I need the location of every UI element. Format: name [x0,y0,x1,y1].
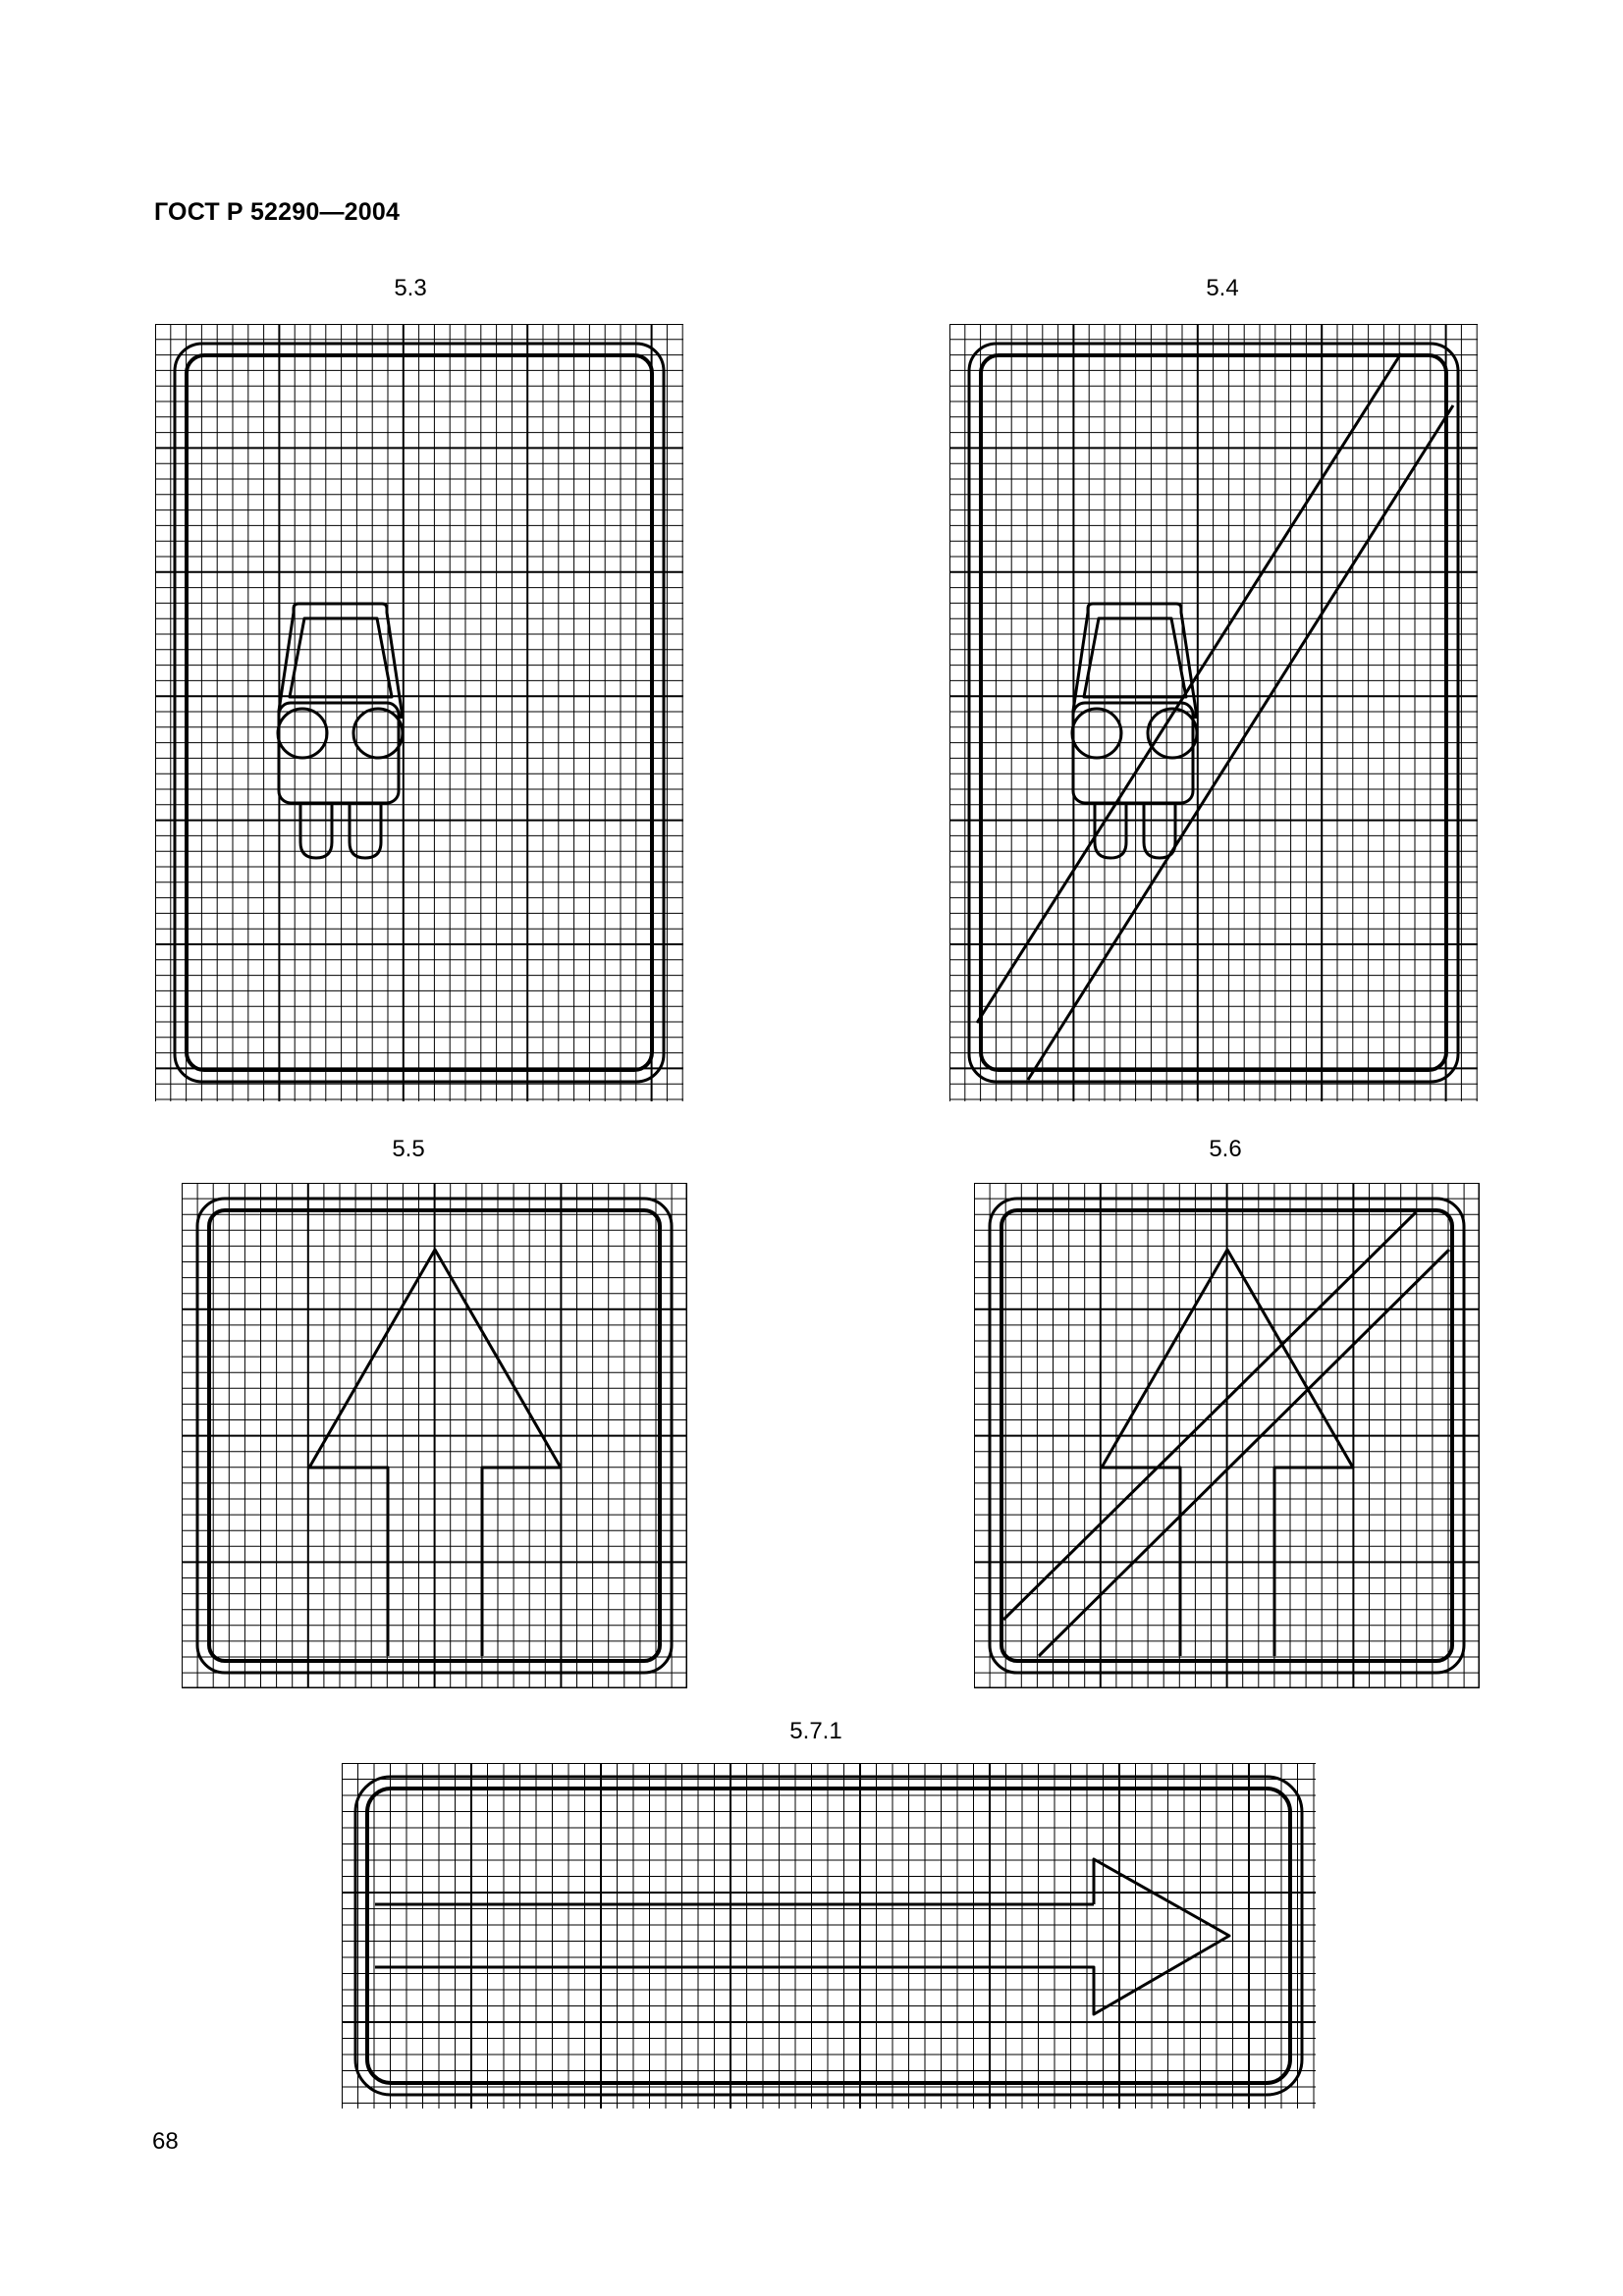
construction-grid [949,324,1478,1101]
document-header: ГОСТ Р 52290—2004 [154,198,401,226]
construction-grid [342,1763,1316,2109]
sign-label-5-7-1: 5.7.1 [789,1718,842,1744]
sign-5-4-end-of-one-way-road-diagram [949,324,1478,1101]
construction-grid [182,1183,687,1688]
sign-label-5-6: 5.6 [1209,1136,1242,1162]
sign-label-5-4: 5.4 [1206,275,1239,301]
sign-5-3-one-way-road-diagram [155,324,683,1101]
sign-5-5-one-way-start-diagram [182,1183,687,1688]
sign-5-6-one-way-end-diagram [974,1183,1480,1688]
page-number: 68 [152,2128,179,2155]
sign-label-5-5: 5.5 [392,1136,425,1162]
diagonal-cancel-stripe [977,353,1453,1080]
sign-5-7-1-exit-to-one-way-road-diagram [342,1763,1316,2109]
construction-grid [974,1183,1480,1688]
construction-grid [155,324,683,1101]
sign-label-5-3: 5.3 [394,275,427,301]
